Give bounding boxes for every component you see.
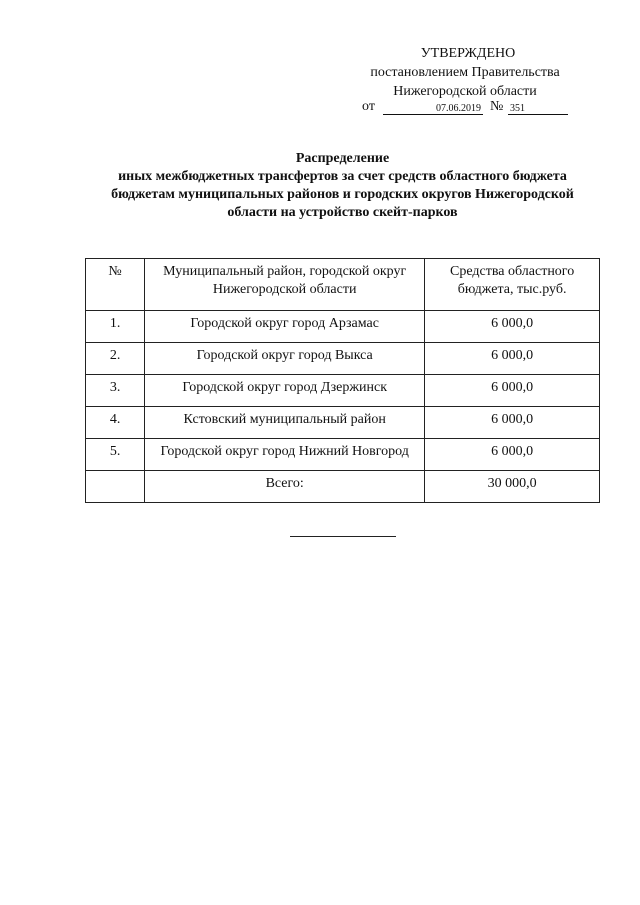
row-funds: 6 000,0 xyxy=(425,343,600,375)
approval-block xyxy=(300,44,630,101)
row-number: 1. xyxy=(86,311,145,343)
row-number: 5. xyxy=(86,439,145,471)
row-funds: 6 000,0 xyxy=(425,375,600,407)
table-header-row xyxy=(86,259,600,311)
header-municipality: Муниципальный район, городской округ Нижегородской области xyxy=(145,259,425,311)
decree-number-field xyxy=(508,99,568,115)
title-line-3: бюджетам муниципальных районов и городских округов Нижегородской xyxy=(111,187,574,202)
row-funds: 6 000,0 xyxy=(425,439,600,471)
table-row xyxy=(86,311,600,343)
table-row xyxy=(86,439,600,471)
table-row xyxy=(86,343,600,375)
decree-number: 351 xyxy=(510,103,525,114)
approval-heading: УТВЕРЖДЕНО xyxy=(420,46,516,61)
decree-date: 07.06.2019 xyxy=(436,103,481,114)
decree-date-number-line xyxy=(362,99,572,118)
row-municipality: Городской округ город Выкса xyxy=(145,343,425,375)
row-funds: 6 000,0 xyxy=(425,407,600,439)
total-funds: 30 000,0 xyxy=(425,471,600,503)
title-line-4: области на устройство скейт-парков xyxy=(227,205,458,220)
header-funds: Средства областного бюджета, тыс.руб. xyxy=(425,259,600,311)
total-number xyxy=(86,471,145,503)
decree-date-field xyxy=(383,99,483,115)
row-municipality: Городской округ город Арзамас xyxy=(145,311,425,343)
approval-line-region: Нижегородской области xyxy=(393,84,537,99)
row-municipality: Кстовский муниципальный район xyxy=(145,407,425,439)
table-total-row xyxy=(86,471,600,503)
table-row xyxy=(86,407,600,439)
row-number: 3. xyxy=(86,375,145,407)
distribution-table xyxy=(85,258,600,503)
table-row xyxy=(86,375,600,407)
document-title xyxy=(80,150,605,222)
title-line-2: иных межбюджетных трансфертов за счет средств областного бюджета xyxy=(118,169,567,184)
row-municipality: Городской округ город Нижний Новгород xyxy=(145,439,425,471)
number-sign: № xyxy=(490,99,504,114)
row-funds: 6 000,0 xyxy=(425,311,600,343)
row-number: 2. xyxy=(86,343,145,375)
header-number: № xyxy=(86,259,145,311)
date-prefix: от xyxy=(362,99,375,114)
row-number: 4. xyxy=(86,407,145,439)
total-label: Всего: xyxy=(145,471,425,503)
end-divider xyxy=(290,536,396,537)
row-municipality: Городской округ город Дзержинск xyxy=(145,375,425,407)
title-line-1: Распределение xyxy=(295,151,390,166)
approval-line-decree: постановлением Правительства xyxy=(370,65,560,80)
